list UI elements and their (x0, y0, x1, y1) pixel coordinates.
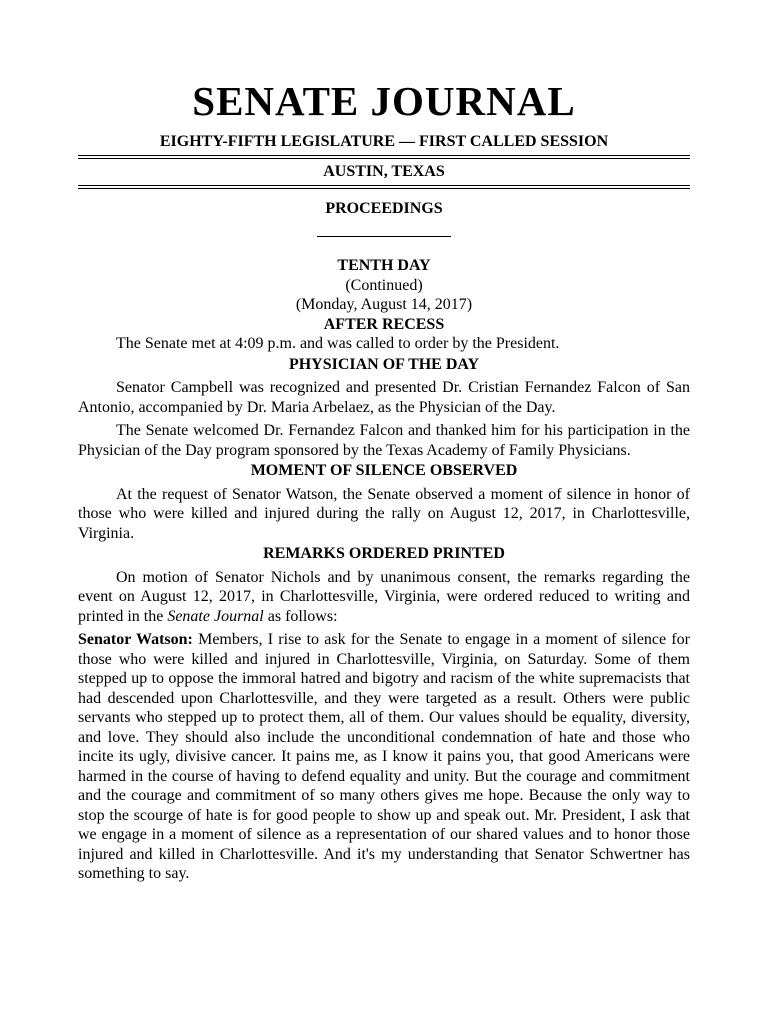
day-status: (Continued) (345, 276, 423, 294)
silence-paragraph: At the request of Senator Watson, the Senate observed a moment of silence in honor of those who were killed and injured during the rally on August 12, 2017, in Charlottesville, Virginia. (78, 485, 690, 542)
senate-journal-reference: Senate Journal (167, 607, 264, 625)
header-rule-bottom (78, 185, 690, 189)
journal-page (78, 78, 690, 884)
location-heading: AUSTIN, TEXAS (323, 163, 445, 180)
physician-paragraph-2: The Senate welcomed Dr. Fernandez Falcon and thanked him for his participation in the Physician of the Day program sponsored by the Texas Academy of Family Physicians. (78, 422, 690, 459)
remarks-intro-text: On motion of Senator Nichols and by unanimous consent, the remarks regarding the event on August 12, 2017, in Charlottesville, Virginia, were ordered reduced to writing and printed in the (78, 568, 690, 625)
journal-title: SENATE JOURNAL (192, 78, 576, 124)
after-recess-heading: AFTER RECESS (323, 315, 445, 333)
after-recess-text: The Senate met at 4:09 p.m. and was called to order by the President. (116, 335, 560, 352)
speaker-label: Senator Watson: (78, 631, 193, 648)
section-heading: PROCEEDINGS (325, 200, 443, 217)
day-heading: TENTH DAY (337, 257, 431, 274)
section-divider (317, 236, 451, 237)
watson-remarks (78, 630, 690, 884)
remarks-heading: REMARKS ORDERED PRINTED (263, 545, 505, 562)
day-date: (Monday, August 14, 2017) (295, 296, 473, 313)
remarks-intro-ending: as follows: (263, 607, 338, 625)
physician-paragraph-1: Senator Campbell was recognized and presented Dr. Cristian Fernandez Falcon of San Antonio, accompanied by Dr. Maria Arbelaez, as the Physician of the Day. (78, 379, 690, 416)
header-rule-top (78, 155, 690, 159)
speech-text: Members, I rise to ask for the Senate to engage in a moment of silence for those who were killed and injured in Charlottesville, Virginia, on Saturday. Some of them stepped up to oppose the immoral hatred and bigotry and racism of the white supremacists that had descended upon Charlottesville, and they were targeted as a result. Others were public servants who stepped up to protect them, all of them. Our values should be equality, diversity, and love. They should also include the unconditional condemnation of hate and those who incite its ugly, divisive cancer. It pains me, as I know it pains you, that good Americans were harmed in the course of having to defend equality and unity. But the courage and commitment and the courage and commitment of so many others gives me hope. Because the only way to stop the scourge of hate is for good people to show up and speak out. Mr. President, I ask that we engage in a moment of silence as a representation of our shared values and to honor those injured and killed in Charlottesville. And it's my understanding that Senator Schwertner has something to say. (78, 631, 690, 882)
remarks-intro (78, 568, 690, 627)
physician-heading: PHYSICIAN OF THE DAY (288, 355, 480, 373)
legislature-heading: EIGHTY-FIFTH LEGISLATURE — FIRST CALLED SESSION (159, 133, 609, 150)
silence-heading: MOMENT OF SILENCE OBSERVED (250, 462, 518, 479)
